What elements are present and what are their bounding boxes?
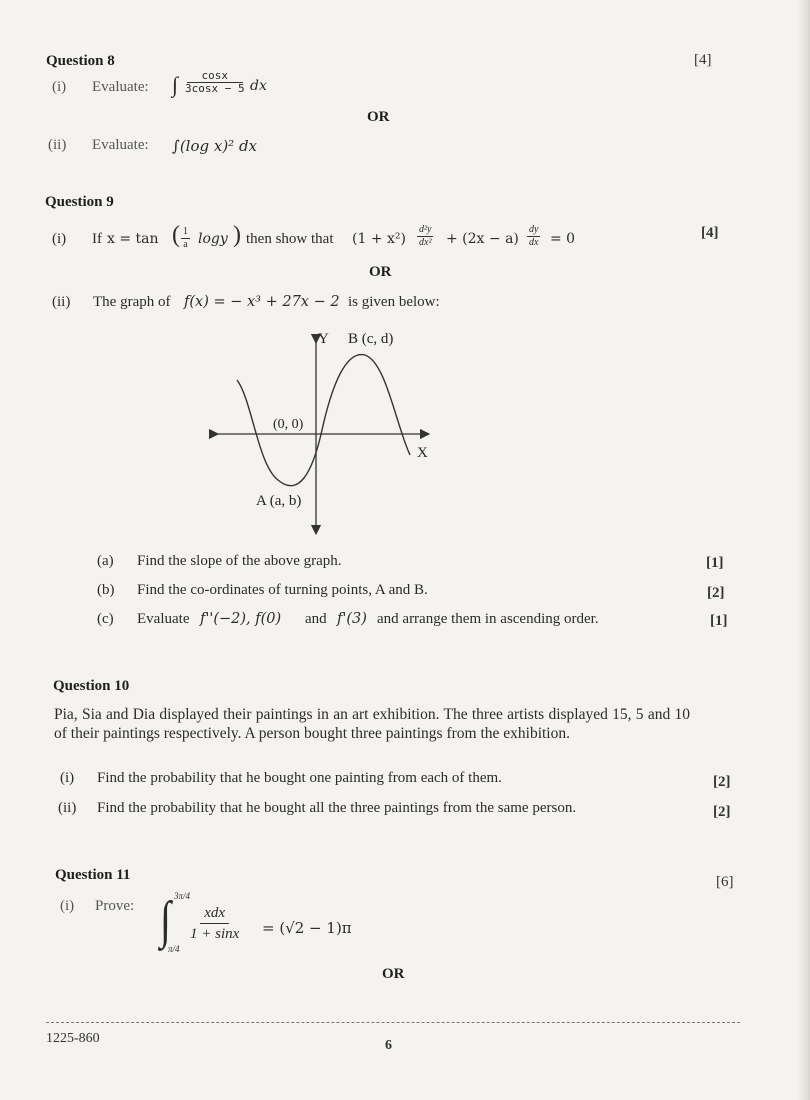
q8-i-label: Evaluate: [92,79,149,95]
cubic-graph [200,325,460,535]
q9-d2y: d²y [419,224,432,235]
q8-i-dx: dx [250,78,267,94]
q9-ii-number: (ii) [52,294,71,310]
q9-b-number: (b) [97,582,115,598]
q11-numerator: xdx [200,903,229,924]
q9-ii-text: The graph of [93,294,171,310]
q10-i-text: Find the probability that he bought one painting from each of them. [97,770,502,786]
q9-dx2: dx² [419,237,432,248]
question-10-title: Question 10 [53,678,130,694]
q11-rhs: = (√2 − 1)π [262,919,352,937]
q9-i-number: (i) [52,231,67,247]
q10-i-marks: [2] [713,774,731,790]
q9-i-dy-dx [527,224,540,249]
q9-i-fraction [181,226,190,251]
q9-a-marks: [1] [706,555,724,571]
q8-ii-expression: ∫(log x)² dx [172,137,258,155]
q9-ii-text-b: is given below: [348,294,440,310]
q8-i-fraction [185,70,245,95]
y-axis-label: Y [318,331,329,347]
q9-i-frac-den: a [183,239,188,250]
q11-denominator: 1 + sinx [190,926,240,942]
q9-c-text-and: and [305,611,327,627]
point-a-label: A (a, b) [256,493,302,509]
origin-label: (0, 0) [273,417,304,432]
question-9-title: Question 9 [45,194,114,210]
q9-c-marks: [1] [710,613,728,629]
q8-i-numerator: cosx [187,70,243,83]
q9-c-number: (c) [97,611,114,627]
page-edge-shadow [798,0,810,1100]
q9-i-expr-1px2: (1 + x²) [352,231,406,247]
q9-dy: dy [529,224,539,235]
q9-i-equals-zero: = 0 [550,231,576,247]
q8-or: OR [367,109,390,125]
question-11-marks: [6] [716,874,734,890]
q10-ii-marks: [2] [713,804,731,820]
q8-ii-label: Evaluate: [92,137,149,153]
question-9-marks: [4] [701,225,719,241]
question-11-title: Question 11 [55,867,131,883]
q9-close-paren: ) [233,222,241,248]
q9-dx: dx [529,237,539,248]
q8-i-number: (i) [52,79,67,95]
question-8-marks: [4] [694,52,712,68]
q9-ii-function: f(x) = − x³ + 27x − 2 [184,294,340,310]
q9-i-expr-x-tan: x = tan [107,231,159,247]
q9-c-expr: f''(−2), f(0) [200,611,282,627]
question-8-title: Question 8 [46,53,115,69]
q9-c-expr-b: f'(3) [337,611,367,627]
cubic-curve [237,355,410,486]
q11-fraction [190,903,239,944]
q9-i-text-if: If [92,231,102,247]
footer-divider [46,1022,740,1023]
q11-or: OR [382,966,405,982]
q9-b-marks: [2] [707,585,725,601]
q10-ii-number: (ii) [58,800,77,816]
q9-i-logy: logy [198,231,228,247]
q9-or: OR [369,264,392,280]
q10-ii-text: Find the probability that he bought all the three paintings from the same person. [97,800,577,816]
q11-integral-sign: ∫ [160,890,171,949]
q8-ii-number: (ii) [48,137,67,153]
q11-i-label: Prove: [95,898,135,914]
q11-upper-limit: 3π/4 [174,891,191,901]
q9-i-then-show: then show that [246,231,334,247]
footer-page-number: 6 [385,1038,392,1053]
q9-i-frac-num: 1 [183,226,188,237]
point-b-label: B (c, d) [348,331,394,347]
q10-paragraph: Pia, Sia and Dia displayed their paintings in an art exhibition. The three artists displayed 15, 5 and 10 of their paintings respectively. A person bought three paintings from the exhibition. [54,706,690,742]
footer-paper-code: 1225-860 [46,1031,100,1046]
q9-a-text: Find the slope of the above graph. [137,553,342,569]
q11-i-number: (i) [60,898,75,914]
q9-c-text-c: and arrange them in ascending order. [377,611,599,627]
q9-a-number: (a) [97,553,114,569]
q11-lower-limit: π/4 [168,944,180,954]
q9-c-text-a: Evaluate [137,611,190,627]
q9-b-text: Find the co-ordinates of turning points, A and B. [137,582,428,598]
x-axis-label: X [417,445,428,461]
q9-open-paren: ( [172,222,180,248]
q9-i-d2y-dx2 [417,224,433,249]
q10-i-number: (i) [60,770,75,786]
q9-i-expr-2x-a: + (2x − a) [446,231,519,247]
q8-i-denominator: 3cosx − 5 [185,82,245,95]
integral-sign: ∫ [172,72,179,97]
